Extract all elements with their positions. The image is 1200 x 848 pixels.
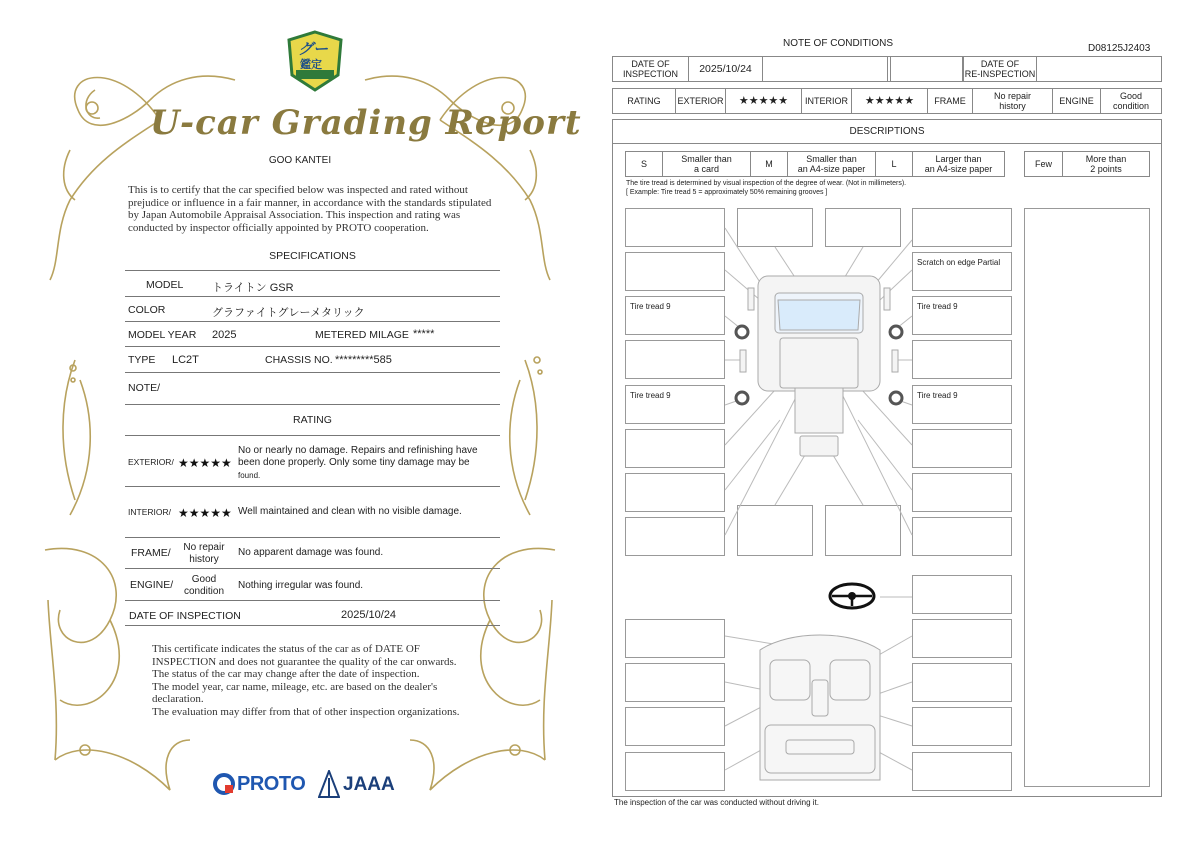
legend-few: Few [1025, 152, 1063, 176]
model-year-value: 2025 [212, 329, 237, 341]
exterior-label: EXTERIOR/ [128, 457, 174, 467]
frame-value [176, 542, 232, 566]
legend-line: a card [693, 164, 719, 174]
model-label: MODEL [146, 279, 184, 291]
engine-value [176, 574, 232, 598]
value-line: No repair [993, 91, 1031, 101]
chassis-value: *********585 [335, 354, 392, 366]
descriptions-heading: DESCRIPTIONS [612, 119, 1162, 144]
value-line: history [999, 101, 1026, 111]
type-value: LC2T [172, 354, 199, 366]
tire-front-left-note: Tire tread 9 [630, 302, 671, 311]
disclaimer-line: The status of the car may change after the date of inspection. [152, 668, 420, 681]
conditions-footer: The inspection of the car was conducted without driving it. [614, 798, 819, 807]
specifications-heading: SPECIFICATIONS [269, 250, 356, 262]
disclaimer-line: The model year, car name, mileage, etc. are based on the dealer's [152, 680, 438, 693]
engine-label: ENGINE/ [130, 579, 174, 591]
divider [125, 600, 500, 601]
label-line: DATE OF [631, 59, 670, 69]
interior-stars: ★★★★★ [178, 506, 232, 520]
legend-m: M [751, 152, 788, 176]
badge-mark: グー [298, 41, 329, 58]
model-value: トライトン GSR [212, 282, 294, 294]
divider [125, 568, 500, 569]
document-id: D08125J2403 [1088, 43, 1151, 54]
frame-value-line-1: No repair [183, 542, 225, 553]
date-of-inspection-value: 2025/10/24 [341, 609, 397, 621]
divider [125, 435, 500, 436]
label-line: INSPECTION [622, 69, 678, 79]
divider [125, 372, 500, 373]
disclaimer-line: The evaluation may differ from that of other inspection organizations. [152, 705, 460, 718]
divider [125, 625, 500, 626]
rating-heading: RATING [293, 414, 332, 426]
note-label: NOTE/ [128, 382, 161, 394]
divider [125, 404, 500, 405]
exterior-stars: ★★★★★ [178, 456, 232, 470]
jaaa-logo-icon [318, 770, 340, 798]
legend-line: Larger than [935, 154, 982, 164]
tread-note: The tire tread is determined by visual inspection of the degree of wear. (Not in millimeters). [626, 180, 907, 187]
divider [125, 296, 500, 297]
exterior-label: EXTERIOR [676, 89, 726, 113]
value-line: Good [1119, 91, 1143, 101]
legend-line: an A4-size paper [797, 164, 866, 174]
tire-rear-left-note: Tire tread 9 [630, 391, 671, 400]
report-title: U-car Grading Report [150, 103, 582, 143]
exterior-description: No or nearly no damage. Repairs and refinishing have been done properly. Only some tiny damage may be [238, 445, 478, 468]
tire-front-right-note: Tire tread 9 [917, 302, 958, 311]
frame-label: FRAME [928, 89, 973, 113]
interior-stars: ★★★★★ [852, 89, 928, 113]
legend-line: Smaller than [681, 154, 732, 164]
divider [125, 346, 500, 347]
divider [125, 486, 500, 487]
legend-line: More than [1085, 154, 1127, 164]
vehicle-exterior-diagram [600, 0, 1200, 848]
scratch-note: Scratch on edge Partial [917, 258, 1001, 267]
engine-description: Nothing irregular was found. [238, 580, 364, 591]
divider [125, 321, 500, 322]
report-subtitle: GOO KANTEI [268, 155, 332, 166]
divider [125, 270, 500, 271]
date-of-inspection-label: DATE OF INSPECTION [129, 610, 241, 622]
legend-line: 2 points [1090, 164, 1122, 174]
model-year-label: MODEL YEAR [128, 329, 197, 341]
label-line: DATE OF [980, 59, 1020, 69]
proto-logo-text: PROTO [237, 773, 306, 795]
engine-label: ENGINE [1053, 89, 1101, 113]
legend-s: S [626, 152, 663, 176]
interior-label: INTERIOR [802, 89, 852, 113]
tire-rear-right-note: Tire tread 9 [917, 391, 958, 400]
legend-line: Smaller than [806, 154, 857, 164]
engine-value-line-1: Good [191, 574, 217, 585]
certification-statement: This is to certify that the car specified below was inspected and rated without prejudice or influence in a fair manner, in accordance with the standards stipulated by Japan Automobile Appraisal Association. This inspection and rating was conducted by inspector officially appointed by PROTO cooperation. [128, 184, 492, 234]
legend-l: L [876, 152, 913, 176]
legend-line: an A4-size paper [924, 164, 993, 174]
exterior-description-end: found. [238, 471, 261, 480]
metered-mileage-value: ***** [413, 328, 435, 340]
note-of-conditions-sheet [600, 0, 1200, 848]
certificate-disclaimer [152, 643, 482, 719]
disclaimer-line: INSPECTION and does not guarantee the quality of the car onwards. [152, 655, 457, 668]
tread-example: [ Example: Tire tread 5 = approximately 50% remaining grooves ] [626, 189, 828, 196]
chassis-label: CHASSIS NO. [265, 354, 333, 366]
badge-text: 鑑定 [300, 59, 322, 71]
date-of-inspection-value: 2025/10/24 [689, 57, 763, 81]
frame-value-line-2: history [189, 554, 219, 565]
frame-label: FRAME/ [131, 547, 171, 559]
color-label: COLOR [128, 304, 166, 316]
label-line: RE-INSPECTION [964, 69, 1036, 79]
conditions-heading: NOTE OF CONDITIONS [783, 38, 893, 49]
disclaimer-line: This certificate indicates the status of the car as of DATE OF [152, 643, 420, 655]
steering-wheel-icon [830, 584, 874, 608]
jaaa-logo-text: JAAA [343, 774, 395, 795]
proto-logo-icon [212, 772, 236, 796]
divider [125, 537, 500, 538]
interior-description: Well maintained and clean with no visible damage. [238, 506, 462, 517]
disclaimer-line: declaration. [152, 693, 204, 706]
rating-label: RATING [613, 89, 676, 113]
metered-mileage-label: METERED MILAGE [315, 329, 409, 341]
type-label: TYPE [128, 354, 156, 366]
frame-description: No apparent damage was found. [238, 547, 384, 558]
exterior-stars: ★★★★★ [726, 89, 802, 113]
color-value: グラファイトグレーメタリック [212, 307, 365, 319]
interior-label: INTERIOR/ [128, 507, 171, 517]
value-line: condition [1112, 101, 1150, 111]
engine-value-line-2: condition [183, 586, 225, 597]
